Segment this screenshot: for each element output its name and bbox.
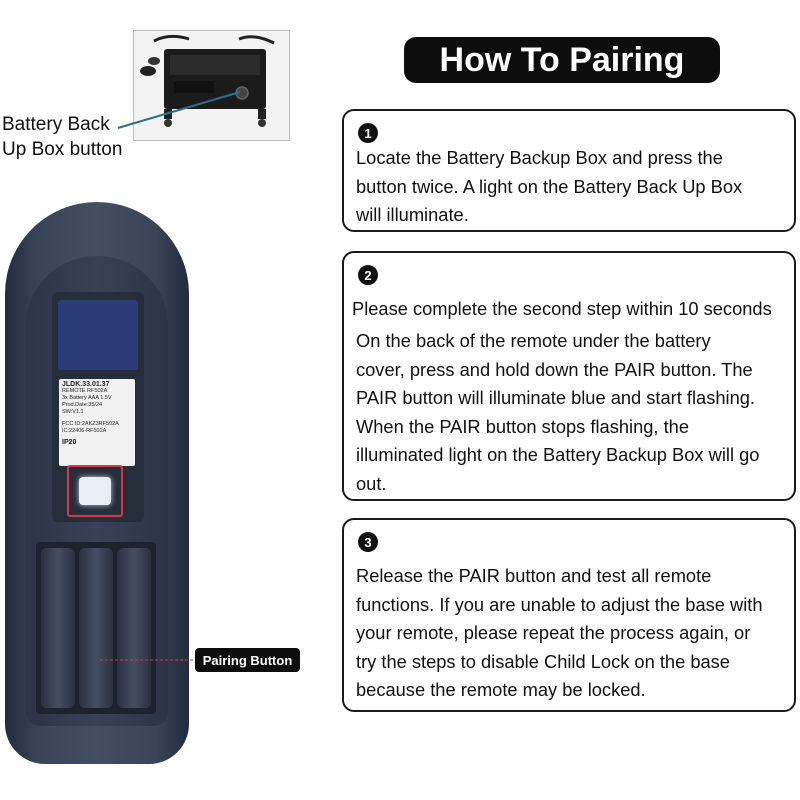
sticker-model: JLDK.33.01.37 <box>62 381 110 388</box>
step-2-number: 2 <box>358 265 378 285</box>
page-title: How To Pairing <box>404 37 720 83</box>
pairing-button-pointer <box>0 0 200 700</box>
step-3-box <box>342 518 796 712</box>
battery-box-label-line-1: Battery Back <box>2 114 110 135</box>
sticker-sw: SW:V1.1 <box>62 409 84 415</box>
step-2-box <box>342 251 796 501</box>
step-1-text <box>356 144 788 230</box>
sticker-remote: REMOTE RF502A <box>62 388 108 394</box>
step-2-line: illuminated light on the Battery Backup Box will go <box>356 444 760 465</box>
step-3-line: your remote, please repeat the process again, or <box>356 622 751 643</box>
step-3-line: because the remote may be locked. <box>356 679 646 700</box>
sticker-battery: 3x Battery AAA 1.5V <box>62 395 112 401</box>
pairing-button-label: Pairing Button <box>195 648 300 672</box>
step-2-line: When the PAIR button stops flashing, the <box>356 415 689 437</box>
step-3-line: Release the PAIR button and test all remote <box>356 565 712 586</box>
step-2-line: PAIR button will illuminate blue and start flashing. <box>356 387 756 408</box>
step-2-time-note: Please complete the second step within 10 seconds <box>352 298 772 319</box>
step-1-number: 1 <box>358 123 378 143</box>
step-3-number: 3 <box>358 532 378 552</box>
sticker-ip-rating: IP20 <box>62 439 77 446</box>
step-2-line: On the back of the remote under the battery <box>356 330 711 351</box>
sticker-prod-date: Prod.Date:35/24 <box>62 402 103 408</box>
step-2-text <box>356 327 788 498</box>
step-3-line: functions. If you are unable to adjust the base with <box>356 593 763 615</box>
step-1-line: will illuminate. <box>356 204 469 225</box>
step-3-text <box>356 562 788 705</box>
step-2-line: out. <box>356 472 387 494</box>
step-1-line: button twice. A light on the Battery Back Up Box <box>356 175 743 197</box>
step-1-box <box>342 109 796 232</box>
sticker-fcc: FCC ID:2AKZ3RF502A <box>62 421 119 427</box>
sticker-ic: IC:22406-RF502A <box>62 428 107 434</box>
step-2-line: cover, press and hold down the PAIR button. The <box>356 358 753 380</box>
step-1-line: Locate the Battery Backup Box and press the <box>356 147 723 168</box>
battery-box-label-line-2: Up Box button <box>2 139 123 160</box>
step-3-line: try the steps to disable Child Lock on the base <box>356 650 730 672</box>
